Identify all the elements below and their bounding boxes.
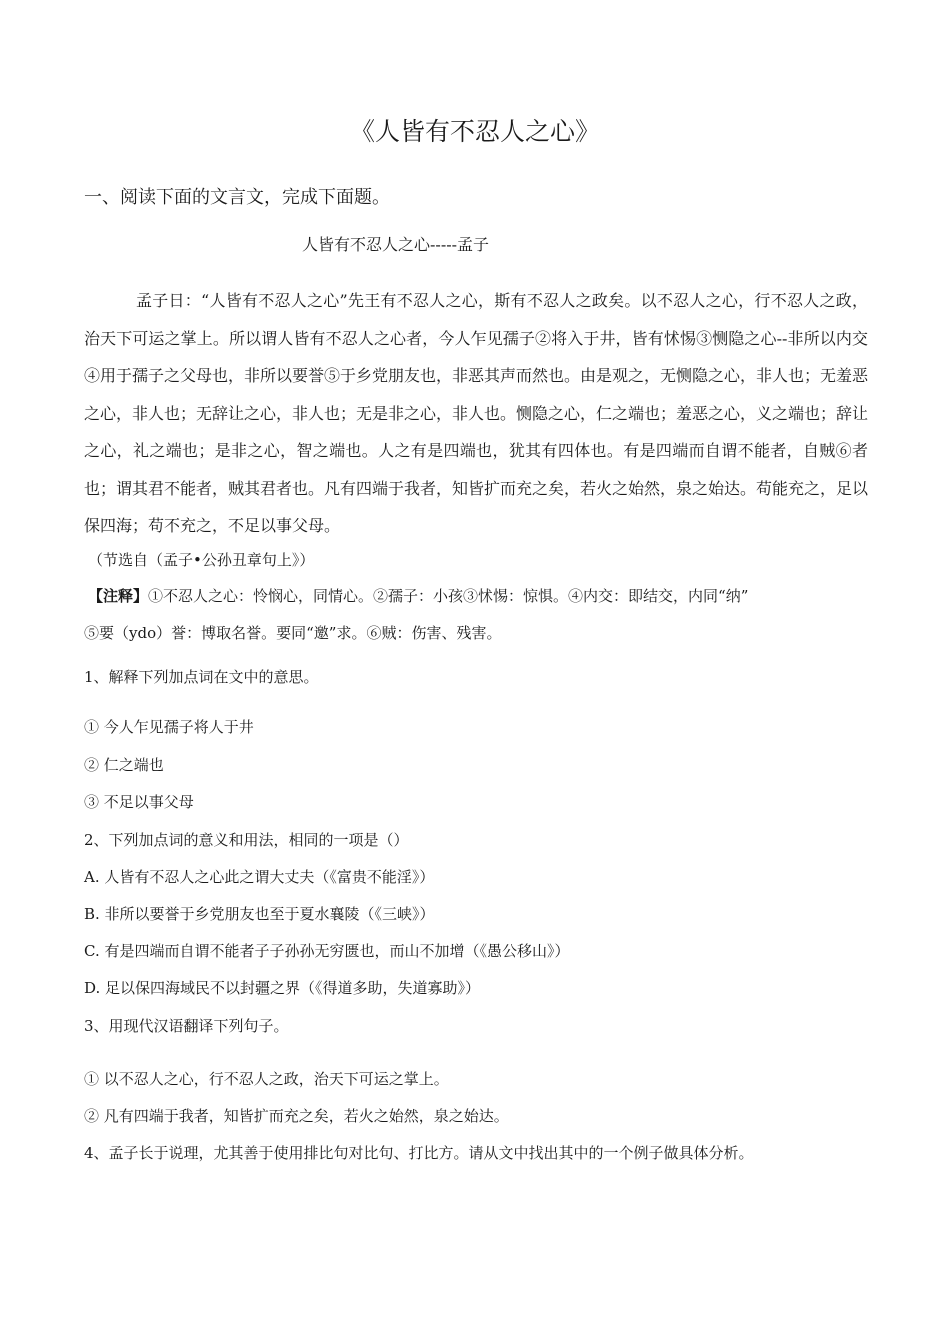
source-citation: （节选自（孟子•公孙丑章句上》）: [88, 551, 315, 569]
question-2-option-c: C. 有是四端而自谓不能者子子孙孙无穷匮也，而山不加增（《愚公移山》）: [84, 942, 570, 960]
notes-line-2: ⑤要（ydo）誉：博取名誉。要同“邀”求。⑥贼：伤害、残害。: [84, 624, 502, 642]
notes-line-1: [88, 585, 748, 606]
section-heading: 一、阅读下面的文言文，完成下面题。: [84, 187, 390, 208]
document-title: 《人皆有不忍人之心》: [349, 117, 600, 146]
question-3-item: ① 以不忍人之心，行不忍人之政，治天下可运之掌上。: [84, 1070, 449, 1088]
question-1: 1、解释下列加点词在文中的意思。: [84, 668, 319, 686]
question-3: 3、用现代汉语翻译下列句子。: [84, 1017, 289, 1035]
question-2: 2、下列加点词的意义和用法，相同的一项是（）: [84, 831, 409, 849]
question-2-option-a: A. 人皆有不忍人之心此之谓大丈夫（《富贵不能淫》）: [84, 868, 435, 886]
notes-text-1: ①不忍人之心：怜悯心，同情心。②孺子：小孩③怵惕：惊惧。④内交：即结交，内同“纳”: [148, 587, 749, 605]
question-3-item: ② 凡有四端于我者，知皆扩而充之矣，若火之始然，泉之始达。: [84, 1107, 509, 1125]
notes-label: 【注释】: [88, 587, 149, 605]
question-1-item: ① 今人乍见孺子将人于井: [84, 718, 254, 736]
question-1-item: ② 仁之端也: [84, 756, 164, 774]
question-1-item: ③ 不足以事父母: [84, 793, 194, 811]
passage-title: 人皆有不忍人之心-----孟子: [302, 235, 490, 254]
question-2-option-d: D. 足以保四海域民不以封疆之界（《得道多助，失道寡助》）: [84, 979, 481, 997]
passage-text: 孟子日：“人皆有不忍人之心”先王有不忍人之心，斯有不忍人之政矣。以不忍人之心，行不忍人之政，治天下可运之掌上。所以谓人皆有不忍人之心者，今人乍见孺子②将入于井，皆有怵惕③恻隐之心--非所以内交④用于孺子之父母也，非所以要誉⑤于乡党朋友也，非恶其声而然也。由是观之，无恻隐之心，非人也；无羞恶之心，非人也；无辞让之心，非人也；无是非之心，非人也。恻隐之心，仁之端也；羞恶之心，义之端也；辞让之心，礼之端也；是非之心，智之端也。人之有是四端也，犹其有四体也。有是四端而自谓不能者，自贼⑥者也；谓其君不能者，贼其君者也。凡有四端于我者，知皆扩而充之矣，若火之始然，泉之始达。苟能充之，足以保四海；苟不充之，不足以事父母。: [84, 291, 869, 535]
question-4: 4、孟子长于说理，尤其善于使用排比句对比句、打比方。请从文中找出其中的一个例子做具体分析。: [84, 1144, 754, 1162]
question-2-option-b: B. 非所以要誉于乡党朋友也至于夏水襄陵（《三峡》）: [84, 905, 435, 923]
